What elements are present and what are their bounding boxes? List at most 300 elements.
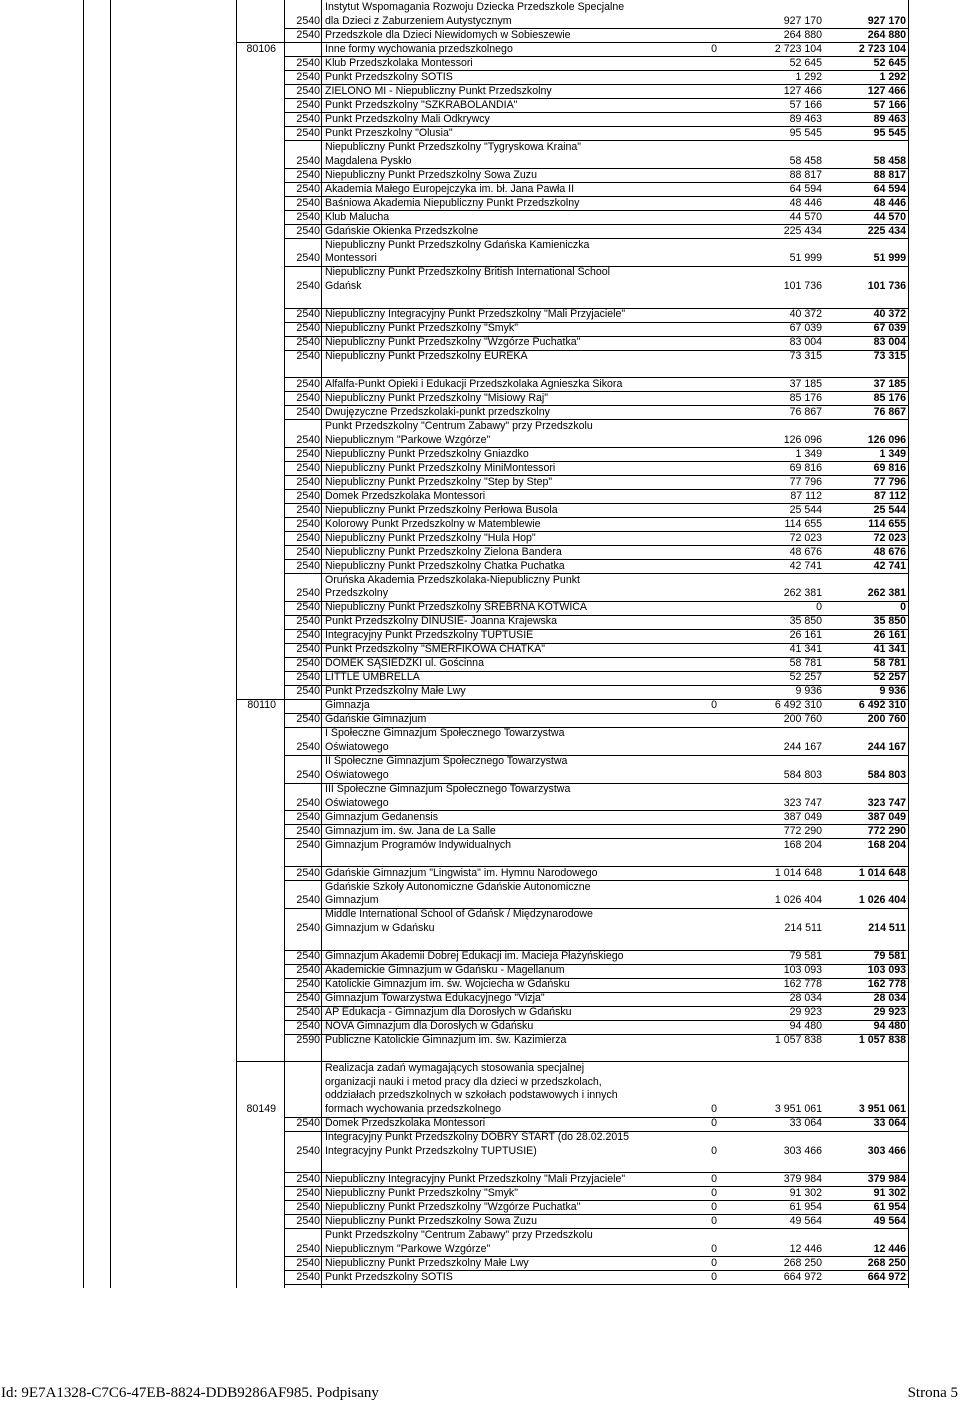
amount-total: 64 594 [873, 182, 906, 195]
table-row [0, 881, 910, 909]
amount-col-1: 0 [711, 1172, 717, 1185]
amount-col-2: 69 816 [789, 461, 822, 474]
amount-col-2: 28 034 [789, 992, 822, 1004]
amount-col-2: 168 204 [783, 838, 822, 851]
amount-total: 79 581 [873, 950, 906, 962]
paragraph-code: 2540 [296, 601, 320, 614]
entity-name: Niepubliczny Punkt Przedszkolny "Smyk" [325, 1186, 518, 1199]
table-row [0, 29, 910, 43]
paragraph-code: 2540 [296, 1256, 320, 1269]
amount-total: 49 564 [873, 1214, 906, 1227]
paragraph-code: 2540 [296, 391, 320, 404]
paragraph-code: 2540 [296, 824, 320, 837]
amount-col-2: 126 096 [783, 433, 822, 446]
table-row [0, 183, 910, 197]
amount-col-2: 58 458 [789, 154, 822, 167]
amount-col-2: 73 315 [789, 350, 822, 362]
paragraph-code: 2540 [296, 1242, 320, 1255]
amount-total: 91 302 [873, 1186, 906, 1199]
amount-total: 12 446 [873, 1242, 906, 1255]
paragraph-code: 2540 [296, 447, 320, 460]
amount-col-2: 67 039 [789, 322, 822, 334]
amount-col-2: 6 492 310 [774, 699, 822, 712]
table-row [0, 490, 910, 504]
table-row [0, 1006, 910, 1020]
paragraph-code: 2540 [296, 615, 320, 628]
amount-col-2: 83 004 [789, 336, 822, 348]
table-row [0, 699, 910, 713]
paragraph-code: 2540 [296, 336, 320, 348]
paragraph-code: 2540 [296, 866, 320, 879]
paragraph-code: 2540 [296, 685, 320, 698]
amount-col-2: 225 434 [783, 224, 822, 237]
entity-name: Integracyjny Punkt Przedszkolny DOBRY START (do 28.02.2015 Integracyjny Punkt Przedszkolny TUPTUSIE) [325, 1131, 630, 1157]
table-row [0, 141, 910, 169]
page-number: Strona 5 [907, 1385, 958, 1401]
table-row [0, 336, 910, 350]
amount-col-2: 2 723 104 [774, 42, 822, 55]
amount-total: 52 257 [873, 671, 906, 684]
table-row [0, 476, 910, 490]
amount-total: 387 049 [867, 810, 906, 823]
entity-name: Niepubliczny Punkt Przedszkolny Sowa Zuzu [325, 1214, 537, 1227]
entity-name: Niepubliczny Punkt Przedszkolny MiniMontessori [325, 461, 556, 474]
amount-total: 114 655 [868, 517, 906, 530]
table-row [0, 964, 910, 978]
amount-total: 87 112 [874, 489, 906, 502]
amount-col-2: 114 655 [784, 517, 822, 530]
entity-name: Gimnazjum im. św. Jana de La Salle [325, 824, 496, 837]
amount-col-2: 42 741 [789, 559, 822, 572]
table-row [0, 727, 910, 755]
amount-total: 61 954 [873, 1200, 906, 1213]
amount-col-2: 61 954 [789, 1200, 822, 1213]
table-row [0, 1215, 910, 1229]
paragraph-code: 2540 [296, 182, 320, 195]
amount-col-2: 48 446 [789, 196, 822, 209]
amount-col-2: 72 023 [789, 531, 822, 544]
paragraph-code: 2540 [296, 1006, 320, 1018]
table-row [0, 392, 910, 406]
amount-total: 51 999 [873, 252, 906, 265]
paragraph-code: 2540 [296, 98, 320, 111]
amount-total: 67 039 [873, 322, 906, 334]
table-row [0, 211, 910, 225]
paragraph-code: 2540 [296, 1020, 320, 1032]
amount-total: 25 544 [873, 503, 906, 516]
amount-total: 52 645 [873, 56, 906, 69]
entity-name: Punkt Przedszkolny DINUSIE- Joanna Krajewska [325, 615, 557, 628]
paragraph-code: 2540 [296, 350, 320, 362]
entity-name: Punkt Przedszkolny Małe Lwy [325, 685, 466, 698]
paragraph-code: 2540 [296, 950, 320, 962]
table-row [0, 225, 910, 239]
paragraph-code: 2540 [296, 629, 320, 642]
entity-name: Niepubliczny Punkt Przedszkolny Chatka Puchatka [325, 559, 565, 572]
paragraph-code: 2540 [296, 1200, 320, 1213]
entity-name: Gimnazjum Gedanensis [325, 810, 439, 823]
entity-name: Przedszkole dla Dzieci Niewidomych w Sobieszewie [325, 28, 571, 41]
table-row [0, 629, 910, 643]
amount-total: 58 458 [873, 154, 906, 167]
paragraph-code: 2540 [296, 1117, 320, 1130]
table-row [0, 57, 910, 71]
table-row [0, 350, 910, 364]
amount-col-2: 77 796 [789, 475, 822, 488]
entity-name: DOMEK SĄSIEDZKI ul. Gościnna [325, 657, 484, 670]
amount-col-2: 1 014 648 [774, 866, 822, 879]
amount-col-2: 1 292 [795, 70, 822, 83]
amount-col-2: 94 480 [789, 1020, 822, 1032]
entity-name: Domek Przedszkolaka Montessori [325, 1117, 486, 1130]
amount-total: 77 796 [873, 475, 906, 488]
amount-col-2: 40 372 [789, 308, 822, 320]
table-row [0, 867, 910, 881]
amount-total: 88 817 [873, 168, 906, 181]
amount-col-2: 264 880 [783, 28, 822, 41]
paragraph-code: 2540 [296, 531, 320, 544]
table-row [0, 615, 910, 629]
table-row [0, 99, 910, 113]
paragraph-code: 2540 [296, 154, 320, 167]
section-code: 80106 [246, 42, 276, 55]
amount-total: 162 778 [867, 978, 906, 990]
amount-total: 323 747 [867, 796, 906, 809]
entity-name: Gimnazjum Towarzystwa Edukacyjnego "Vizja" [325, 992, 545, 1004]
amount-total: 35 850 [873, 615, 906, 628]
table-row [0, 378, 910, 392]
paragraph-code: 2540 [296, 377, 320, 390]
amount-total: 1 014 648 [858, 866, 906, 879]
table-row [0, 420, 910, 448]
paragraph-code: 2540 [296, 433, 320, 446]
amount-col-2: 88 817 [789, 168, 822, 181]
amount-col-2: 76 867 [789, 405, 822, 418]
amount-total: 48 446 [873, 196, 906, 209]
amount-total: 772 290 [867, 824, 906, 837]
paragraph-code: 2540 [296, 461, 320, 474]
amount-col-2: 44 570 [789, 210, 822, 223]
amount-col-2: 26 161 [789, 629, 822, 642]
amount-col-1: 0 [711, 1186, 717, 1199]
entity-name: Dwujęzyczne Przedszkolaki-punkt przedszkolny [325, 405, 550, 418]
entity-name: Publiczne Katolickie Gimnazjum im. św. Kazimierza [325, 1034, 567, 1046]
amount-total: 127 466 [867, 84, 906, 97]
table-row [0, 950, 910, 964]
amount-col-2: 51 999 [789, 252, 822, 265]
table-row [0, 1271, 910, 1285]
amount-col-2: 323 747 [783, 796, 822, 809]
amount-col-2: 57 166 [789, 98, 822, 111]
amount-total: 168 204 [867, 838, 906, 851]
amount-total: 200 760 [867, 713, 906, 726]
table-row [0, 839, 910, 853]
amount-total: 73 315 [873, 350, 906, 362]
entity-name: Niepubliczny Punkt Przedszkolny "Hula Hop" [325, 531, 536, 544]
entity-name: Punkt Przedszkolny "SZKRABOLANDIA" [325, 98, 518, 111]
amount-col-1: 0 [711, 1214, 717, 1227]
table-row [0, 532, 910, 546]
amount-col-2: 584 803 [783, 768, 822, 781]
entity-name: Niepubliczny Punkt Przedszkolny Perłowa Busola [325, 503, 558, 516]
table-row [0, 978, 910, 992]
amount-col-1: 0 [711, 1270, 717, 1283]
amount-total: 264 880 [867, 28, 906, 41]
amount-col-2: 262 381 [783, 587, 822, 600]
amount-col-2: 387 049 [783, 810, 822, 823]
amount-col-2: 87 112 [790, 489, 822, 502]
table-row [0, 1020, 910, 1034]
paragraph-code: 2540 [296, 796, 320, 809]
amount-total: 927 170 [867, 14, 906, 27]
amount-total: 126 096 [867, 433, 906, 446]
table-row [0, 713, 910, 727]
section-code: 80149 [246, 1103, 276, 1116]
table-row [0, 1187, 910, 1201]
table-row [0, 1117, 910, 1131]
entity-name: Kolorowy Punkt Przedszkolny w Matemblewie [325, 517, 541, 530]
table-row [0, 462, 910, 476]
entity-name: Realizacja zadań wymagających stosowania specjalnej organizacji nauki i metod pracy dla dzieci w przedszkolach, oddziałach przedszkolnych w szkołach podstawowych i innych formach wychowania przedszkolnego [325, 1061, 618, 1116]
table-row [0, 1034, 910, 1048]
entity-name: Punkt Przedszkolny Mali Odkrywcy [325, 112, 490, 125]
paragraph-code: 2540 [296, 671, 320, 684]
table-row [0, 783, 910, 811]
amount-col-2: 35 850 [789, 615, 822, 628]
section-code: 80110 [247, 699, 276, 712]
table-row [0, 406, 910, 420]
amount-col-2: 200 760 [783, 713, 822, 726]
amount-col-2: 64 594 [789, 182, 822, 195]
paragraph-code: 2540 [296, 810, 320, 823]
amount-col-2: 101 736 [783, 280, 822, 293]
entity-name: Oruńska Akademia Przedszkolaka-Niepubliczny Punkt Przedszkolny [325, 573, 580, 600]
table-row [0, 574, 910, 602]
amount-col-2: 1 349 [795, 447, 822, 460]
table-row [0, 685, 910, 699]
entity-name: Gdańskie Okienka Przedszkolne [325, 224, 479, 237]
paragraph-code: 2540 [296, 768, 320, 781]
table-row [0, 85, 910, 99]
paragraph-code: 2540 [296, 210, 320, 223]
paragraph-code: 2540 [296, 894, 320, 907]
paragraph-code: 2540 [296, 1172, 320, 1185]
paragraph-code: 2540 [296, 475, 320, 488]
entity-name: Niepubliczny Punkt Przedszkolny Zielona Bandera [325, 545, 562, 558]
amount-col-2: 79 581 [789, 950, 822, 962]
amount-col-2: 52 645 [789, 56, 822, 69]
amount-total: 89 463 [873, 112, 906, 125]
table-row [0, 671, 910, 685]
table-row [0, 1229, 910, 1257]
amount-total: 58 781 [873, 657, 906, 670]
amount-total: 1 292 [879, 70, 906, 83]
paragraph-code: 2540 [296, 280, 320, 293]
amount-col-1: 0 [711, 1256, 717, 1269]
amount-total: 664 972 [867, 1270, 906, 1283]
entity-name: Alfalfa-Punkt Opieki i Edukacji Przedszkolaka Agnieszka Sikora [325, 377, 623, 390]
amount-total: 37 185 [873, 377, 906, 390]
entity-name: Akademickie Gimnazjum w Gdańsku - Magellanum [325, 964, 565, 976]
document-id-signature: Id: 9E7A1328-C7C6-47EB-8824-DDB9286AF985. Podpisany [1, 1385, 379, 1401]
amount-col-1: 0 [711, 1200, 717, 1213]
amount-total: 44 570 [873, 210, 906, 223]
paragraph-code: 2540 [296, 168, 320, 181]
amount-total: 72 023 [873, 531, 906, 544]
table-row [0, 308, 910, 322]
paragraph-code: 2540 [296, 657, 320, 670]
amount-col-2: 3 951 061 [774, 1103, 822, 1116]
entity-name: Punkt Przedszkolny SOTIS [325, 1270, 453, 1283]
paragraph-code: 2540 [296, 70, 320, 83]
paragraph-code: 2540 [296, 643, 320, 656]
entity-name: Punkt Przeszkolny "Olusia" [325, 126, 453, 139]
table-row [0, 560, 910, 574]
paragraph-code: 2540 [296, 741, 320, 754]
amount-col-2: 49 564 [789, 1214, 822, 1227]
entity-name: Domek Przedszkolaka Montessori [325, 489, 486, 502]
amount-total: 1 026 404 [858, 894, 906, 907]
paragraph-code: 2540 [296, 964, 320, 976]
amount-total: 214 511 [868, 922, 906, 935]
table-row [0, 1201, 910, 1215]
table-row [0, 657, 910, 671]
amount-col-2: 33 064 [789, 1117, 822, 1130]
entity-name: ZIELONO MI - Niepubliczny Punkt Przedszkolny [325, 84, 552, 97]
entity-name: Niepubliczny Punkt Przedszkolny "Wzgórze Puchatka" [325, 1200, 581, 1213]
amount-col-1: 0 [711, 699, 717, 712]
table-row [0, 992, 910, 1006]
amount-col-1: 0 [711, 1242, 717, 1255]
entity-name: Katolickie Gimnazjum im. św. Wojciecha w Gdańsku [325, 978, 570, 990]
entity-name: Punkt Przedszkolny "Centrum Zabawy" przy Przedszkolu Niepublicznym "Parkowe Wzgórze" [325, 1228, 593, 1255]
entity-name: Niepubliczny Punkt Przedszkolny "Smyk" [325, 322, 518, 334]
entity-name: Niepubliczny Punkt Przedszkolny "Wzgórze Puchatka" [325, 336, 581, 348]
amount-total: 9 936 [879, 685, 906, 698]
amount-total: 28 034 [873, 992, 906, 1004]
entity-name: Instytut Wspomagania Rozwoju Dziecka Przedszkole Specjalne dla Dzieci z Zaburzeniem Autystycznym [325, 1, 625, 27]
amount-col-2: 0 [816, 601, 822, 614]
entity-name: I Społeczne Gimnazjum Społecznego Towarzystwa Oświatowego [325, 727, 565, 754]
entity-name: Gdańskie Gimnazjum "Lingwista" im. Hymnu Narodowego [325, 866, 598, 879]
amount-total: 268 250 [867, 1256, 906, 1269]
amount-total: 1 349 [879, 447, 906, 460]
table-row [0, 127, 910, 141]
entity-name: Integracyjny Punkt Przedszkolny TUPTUSIE [325, 629, 534, 642]
amount-col-2: 244 167 [783, 741, 822, 754]
entity-name: Klub Malucha [325, 210, 390, 223]
amount-col-2: 127 466 [783, 84, 822, 97]
entity-name: Punkt Przedszkolny "SMERFIKOWA CHATKA" [325, 643, 546, 656]
entity-name: NOVA Gimnazjum dla Dorosłych w Gdańsku [325, 1020, 534, 1032]
table-row [0, 1173, 910, 1187]
amount-col-2: 772 290 [783, 824, 822, 837]
table-row [0, 169, 910, 183]
paragraph-code: 2540 [296, 1186, 320, 1199]
entity-name: Middle International School of Gdańsk / Międzynarodowe Gimnazjum w Gdańsku [325, 908, 593, 935]
amount-col-2: 29 923 [789, 1006, 822, 1018]
amount-total: 101 736 [867, 280, 906, 293]
row-divider [284, 1284, 908, 1285]
entity-name: Gdańskie Gimnazjum [325, 713, 427, 726]
table-row [0, 197, 910, 211]
amount-total: 225 434 [867, 224, 906, 237]
amount-col-2: 1 057 838 [774, 1034, 822, 1046]
table-row [0, 811, 910, 825]
amount-total: 262 381 [867, 587, 906, 600]
entity-name: Gimnazja [325, 699, 370, 712]
amount-total: 2 723 104 [858, 42, 906, 55]
entity-name: Inne formy wychowania przedszkolnego [325, 42, 513, 55]
paragraph-code: 2540 [296, 1270, 320, 1283]
entity-name: Niepubliczny Punkt Przedszkolny EUREKA [325, 350, 528, 362]
amount-total: 244 167 [867, 741, 906, 754]
paragraph-code: 2540 [296, 224, 320, 237]
amount-total: 0 [900, 601, 906, 614]
paragraph-code: 2540 [296, 84, 320, 97]
amount-col-2: 91 302 [789, 1186, 822, 1199]
table-row [0, 908, 910, 936]
entity-name: Niepubliczny Punkt Przedszkolny "Tygryskowa Kraina" Magdalena Pyskło [325, 140, 581, 167]
paragraph-code: 2540 [296, 838, 320, 851]
amount-col-2: 379 984 [783, 1172, 822, 1185]
entity-name: Niepubliczny Punkt Przedszkolny Sowa Zuzu [325, 168, 537, 181]
amount-total: 584 803 [867, 768, 906, 781]
paragraph-code: 2540 [296, 517, 320, 530]
amount-col-2: 37 185 [789, 377, 822, 390]
table-row [0, 755, 910, 783]
table-row [0, 601, 910, 615]
amount-total: 26 161 [873, 629, 906, 642]
entity-name: II Społeczne Gimnazjum Społecznego Towarzystwa Oświatowego [325, 755, 568, 781]
amount-total: 33 064 [873, 1117, 906, 1130]
table-row [0, 643, 910, 657]
amount-total: 1 057 838 [858, 1034, 906, 1046]
entity-name: Niepubliczny Integracyjny Punkt Przedszkolny "Mali Przyjaciele" [325, 308, 626, 320]
amount-col-2: 268 250 [783, 1256, 822, 1269]
amount-total: 76 867 [873, 405, 906, 418]
amount-total: 42 741 [873, 559, 906, 572]
entity-name: Gdańskie Szkoły Autonomiczne Gdańskie Autonomiczne Gimnazjum [325, 880, 591, 907]
amount-total: 85 176 [873, 391, 906, 404]
table-row [0, 546, 910, 560]
amount-col-2: 85 176 [789, 391, 822, 404]
table-row [0, 43, 910, 57]
paragraph-code: 2540 [296, 992, 320, 1004]
amount-total: 41 341 [873, 643, 906, 656]
entity-name: Klub Przedszkolaka Montessori [325, 56, 473, 69]
entity-name: Niepubliczny Punkt Przedszkolny "Step by Step" [325, 475, 553, 488]
paragraph-code: 2540 [296, 503, 320, 516]
amount-total: 40 372 [873, 308, 906, 320]
amount-total: 303 466 [867, 1144, 906, 1157]
amount-col-1: 0 [711, 1144, 717, 1157]
paragraph-code: 2540 [296, 196, 320, 209]
paragraph-code: 2540 [296, 322, 320, 334]
entity-name: AP Edukacja - Gimnazjum dla Dorosłych w Gdańsku [325, 1006, 572, 1018]
amount-col-1: 0 [711, 1103, 717, 1116]
amount-col-2: 162 778 [783, 978, 822, 990]
amount-col-2: 664 972 [783, 1270, 822, 1283]
paragraph-code: 2540 [296, 922, 320, 935]
table-row [0, 322, 910, 336]
entity-name: LITTLE UMBRELLA [325, 671, 420, 684]
amount-total: 103 093 [867, 964, 906, 976]
entity-name: Niepubliczny Punkt Przedszkolny British International School Gdańsk [325, 266, 610, 293]
entity-name: III Społeczne Gimnazjum Społecznego Towarzystwa Oświatowego [325, 783, 571, 809]
amount-col-2: 927 170 [783, 14, 822, 27]
table-row [0, 1257, 910, 1271]
